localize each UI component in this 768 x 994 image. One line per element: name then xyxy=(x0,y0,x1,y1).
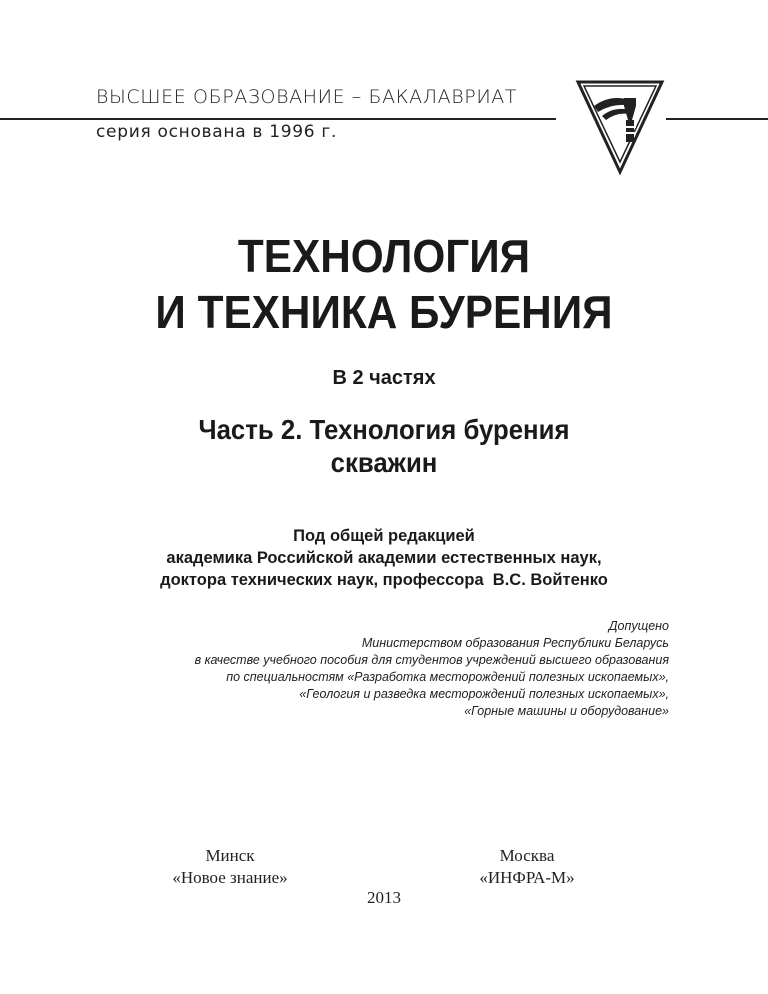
publisher-left-name: «Новое знание» xyxy=(172,868,288,887)
approval-line2: Министерством образования Республики Беларусь xyxy=(361,636,669,650)
book-subtitle xyxy=(31,413,738,479)
approval-line5: «Геология и разведка месторождений полезных ископаемых», xyxy=(299,687,669,701)
approval-line3: в качестве учебного пособия для студентов учреждений высшего образования xyxy=(194,653,669,667)
book-subtitle-line2: скважин xyxy=(330,447,438,478)
approval-note xyxy=(195,618,669,720)
series-founded: серия основана в 1996 г. xyxy=(96,122,338,142)
approval-line4: по специальностям «Разработка месторождений полезных ископаемых», xyxy=(226,670,669,684)
book-title xyxy=(31,228,738,340)
series-title: ВЫСШЕЕ ОБРАЗОВАНИЕ – БАКАЛАВРИАТ xyxy=(96,86,518,108)
editor-line2: академика Российской академии естественных наук, xyxy=(166,549,602,567)
editor-line3: доктора технических наук, профессора В.С. Войтенко xyxy=(160,571,608,589)
approval-line1: Допущено xyxy=(608,619,669,633)
series-divider-left xyxy=(0,118,556,120)
publisher-right-city: Москва xyxy=(499,846,555,865)
publication-year: 2013 xyxy=(367,888,401,907)
parts-note: В 2 частях xyxy=(332,367,436,389)
editor-line1: Под общей редакцией xyxy=(293,527,475,545)
publisher-right-name: «ИНФРА-М» xyxy=(479,868,575,887)
book-title-line2: И ТЕХНИКА БУРЕНИЯ xyxy=(155,286,613,338)
series-divider-right xyxy=(666,118,768,120)
publisher-minsk xyxy=(130,845,330,889)
editor-credit xyxy=(0,525,768,591)
torch-in-triangle-icon xyxy=(574,76,666,176)
publisher-moscow xyxy=(427,845,627,889)
publisher-left-city: Минск xyxy=(205,846,255,865)
book-title-line1: ТЕХНОЛОГИЯ xyxy=(237,230,531,282)
approval-line6: «Горные машины и оборудование» xyxy=(464,704,669,718)
book-subtitle-line1: Часть 2. Технология бурения xyxy=(198,414,570,445)
